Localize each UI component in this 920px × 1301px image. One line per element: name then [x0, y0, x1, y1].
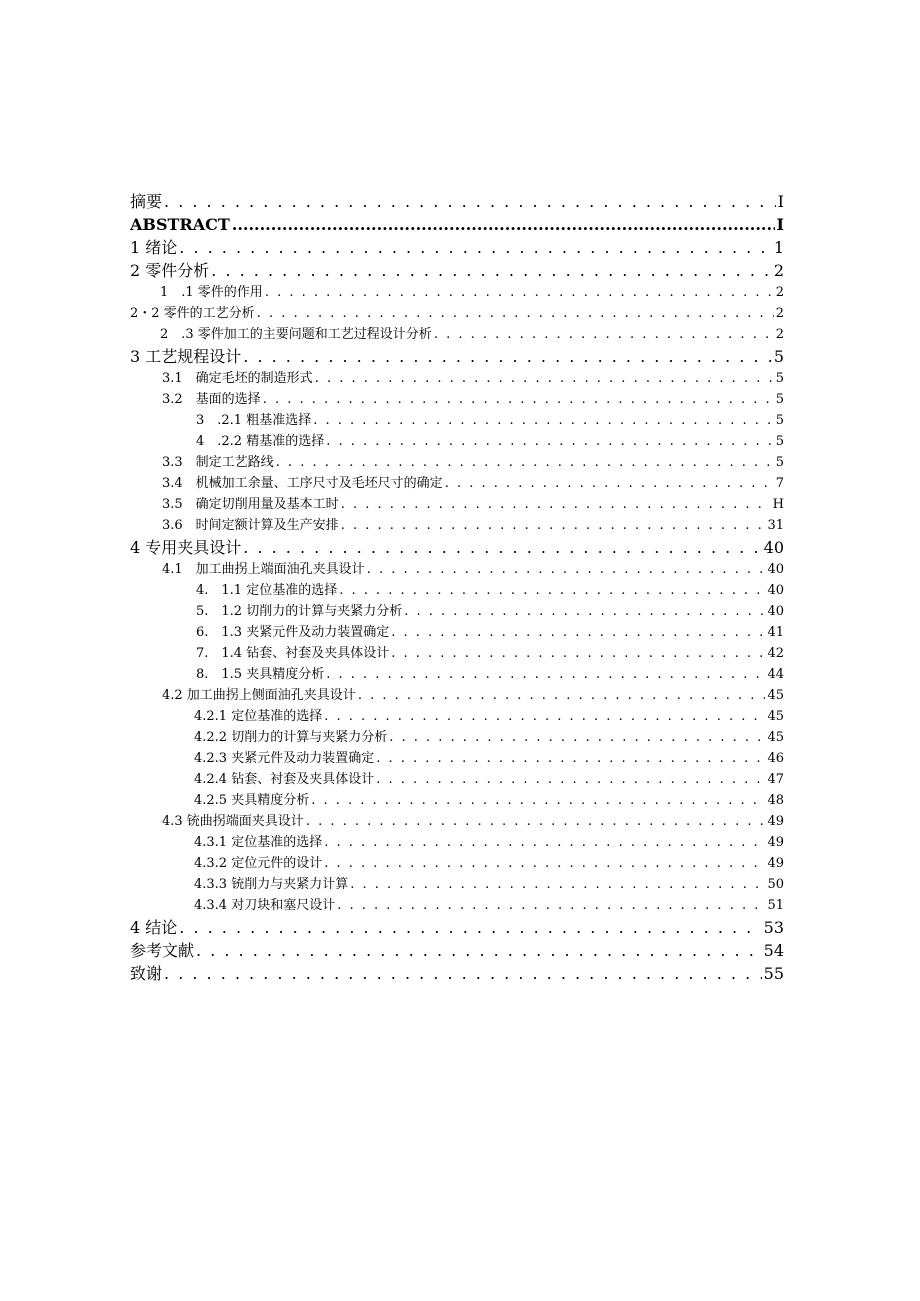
toc-page-number: 5: [775, 455, 784, 470]
toc-entry-chapter-3[interactable]: [130, 345, 784, 368]
dot-leader: [257, 303, 774, 324]
toc-label: 4.3.1 定位基准的选择: [194, 835, 323, 850]
dot-leader: [263, 389, 774, 410]
toc-page-number: 42: [767, 646, 784, 661]
toc-label: 2・2 零件的工艺分析: [130, 306, 255, 321]
toc-page-number: 55: [763, 964, 784, 983]
toc-page-number: 40: [767, 562, 784, 577]
toc-label: 2 .3 零件加工的主要问题和工艺过程设计分析: [160, 327, 432, 342]
toc-entry-3-2[interactable]: [130, 389, 784, 410]
toc-label: 4.3 铳曲拐端面夹具设计: [162, 814, 304, 829]
dot-leader: [341, 494, 771, 515]
toc-label: 7. 1.4 钻套、衬套及夹具体设计: [196, 646, 390, 661]
toc-label: 4.2.1 定位基准的选择: [194, 709, 323, 724]
toc-entry-3-5[interactable]: [130, 494, 784, 515]
toc-page-number: 5: [775, 392, 784, 407]
toc-entry-3-6[interactable]: [130, 515, 784, 536]
toc-entry-4-1-1[interactable]: [130, 580, 784, 601]
toc-label: 参考文献: [130, 941, 195, 960]
toc-entry-3-2-2[interactable]: [130, 431, 784, 452]
toc-entry-4-3-2[interactable]: [130, 853, 784, 874]
dot-leader: [324, 832, 765, 853]
toc-page-number: 49: [767, 814, 784, 829]
toc-label: 2 零件分析: [130, 261, 210, 280]
toc-entry-4-3[interactable]: [130, 811, 784, 832]
toc-page-number: 49: [767, 835, 784, 850]
toc-entry-4-1-2[interactable]: [130, 601, 784, 622]
dot-leader: [315, 368, 774, 389]
dot-leader: [324, 853, 765, 874]
toc-entry-chapter-2[interactable]: [130, 259, 784, 282]
toc-label: 4.1 加工曲拐上端面油孔夹具设计: [162, 562, 365, 577]
toc-page-number: 54: [763, 941, 784, 960]
toc-entry-conclusion[interactable]: [130, 916, 784, 939]
dot-leader: [326, 664, 765, 685]
dot-leader: [434, 324, 774, 345]
toc-page-number: 40: [763, 538, 784, 557]
toc-entry-2-3[interactable]: [130, 324, 784, 345]
toc-label: 3.2 基面的选择: [162, 392, 261, 407]
dot-leader: [337, 895, 765, 916]
toc-page-number: 2: [775, 306, 784, 321]
toc-label: 3.5 确定切削用量及基本工时: [162, 497, 339, 512]
dot-leader: [350, 874, 765, 895]
dot-leader: [376, 748, 765, 769]
toc-label: 4.2 加工曲拐上侧面油孔夹具设计: [162, 688, 356, 703]
dot-leader: [326, 431, 774, 452]
dot-leader: [324, 706, 765, 727]
toc-label: 3 .2.1 粗基准选择: [196, 413, 312, 428]
dot-leader: [196, 939, 762, 962]
toc-entry-3-3[interactable]: [130, 452, 784, 473]
toc-label: 3.4 机械加工余量、工序尺寸及毛坯尺寸的确定: [162, 476, 443, 491]
dot-leader: [211, 259, 772, 282]
dot-leader: [243, 345, 772, 368]
toc-page-number: 50: [767, 877, 784, 892]
toc-entry-chapter-4[interactable]: [130, 536, 784, 559]
dot-leader: [391, 622, 765, 643]
dot-leader: [358, 685, 766, 706]
toc-page-number: 7: [775, 476, 784, 491]
toc-label: 1 绪论: [130, 238, 178, 257]
toc-entry-4-1[interactable]: [130, 559, 784, 580]
toc-entry-references[interactable]: [130, 939, 784, 962]
toc-label: 5. 1.2 切削力的计算与夹紧力分析: [196, 604, 403, 619]
dot-leader: [445, 473, 774, 494]
toc-page-number: 45: [767, 709, 784, 724]
toc-label: 3.1 确定毛坯的制造形式: [162, 371, 313, 386]
toc-label: 3.6 时间定额计算及生产安排: [162, 518, 339, 533]
toc-page-number: 40: [767, 604, 784, 619]
dot-leader: [367, 559, 766, 580]
toc-page-number: 44: [767, 667, 784, 682]
toc-label: 4 结论: [130, 918, 178, 937]
toc-page-number: I: [777, 192, 784, 211]
toc-label: ABSTRACT: [130, 215, 230, 234]
toc-page-number: 53: [763, 918, 784, 937]
toc-label: 摘要: [130, 192, 163, 211]
toc-page-number: 47: [767, 772, 784, 787]
dot-leader: [404, 601, 765, 622]
dot-leader: [306, 811, 766, 832]
dot-leader: [389, 727, 765, 748]
dot-leader: [341, 515, 766, 536]
toc-entry-4-2[interactable]: [130, 685, 784, 706]
table-of-contents: [130, 190, 784, 985]
toc-page-number: 2: [773, 261, 784, 280]
toc-label: 1 .1 零件的作用: [160, 285, 263, 300]
dot-leader: [164, 962, 762, 985]
toc-page-number: 48: [767, 793, 784, 808]
toc-label: 8. 1.5 夹具精度分析: [196, 667, 325, 682]
toc-entry-2-2[interactable]: [130, 303, 784, 324]
toc-label: 致谢: [130, 964, 163, 983]
toc-page-number: 40: [767, 583, 784, 598]
toc-entry-4-2-3[interactable]: [130, 748, 784, 769]
toc-page-number: 5: [775, 413, 784, 428]
toc-page-number: 31: [767, 518, 784, 533]
toc-entry-4-1-4[interactable]: [130, 643, 784, 664]
toc-page-number: H: [772, 497, 784, 512]
toc-page-number: 5: [775, 371, 784, 386]
toc-entry-3-1[interactable]: [130, 368, 784, 389]
toc-entry-4-3-1[interactable]: [130, 832, 784, 853]
dot-leader: [265, 282, 774, 303]
toc-entry-acknowledgements[interactable]: [130, 962, 784, 985]
dot-leader: [311, 790, 765, 811]
toc-page-number: 49: [767, 856, 784, 871]
toc-entry-4-3-3[interactable]: [130, 874, 784, 895]
toc-page-number: 46: [767, 751, 784, 766]
dot-leader: [339, 580, 765, 601]
toc-entry-4-2-4[interactable]: [130, 769, 784, 790]
toc-entry-abstract-en[interactable]: [130, 213, 784, 236]
dot-leader: [276, 452, 774, 473]
toc-page-number: 5: [775, 434, 784, 449]
toc-page-number: 41: [767, 625, 784, 640]
toc-page-number: 51: [767, 898, 784, 913]
toc-label: 3 工艺规程设计: [130, 347, 242, 366]
toc-label: 3.3 制定工艺路线: [162, 455, 274, 470]
toc-label: 4.3.3 铳削力与夹紧力计算: [194, 877, 349, 892]
dot-leader: [179, 236, 772, 259]
toc-entry-3-2-1[interactable]: [130, 410, 784, 431]
dot-leader: [243, 536, 761, 559]
dot-leader: [164, 190, 776, 213]
toc-label: 4 .2.2 精基准的选择: [196, 434, 325, 449]
toc-label: 4.2.5 夹具精度分析: [194, 793, 310, 808]
toc-label: 4.2.3 夹紧元件及动力装置确定: [194, 751, 375, 766]
toc-label: 4 专用夹具设计: [130, 538, 242, 557]
toc-label: 4.3.4 对刀块和塞尺设计: [194, 898, 336, 913]
toc-entry-4-2-1[interactable]: [130, 706, 784, 727]
toc-page-number: I: [776, 215, 784, 234]
toc-entry-4-3-4[interactable]: [130, 895, 784, 916]
toc-page-number: 5: [773, 347, 784, 366]
toc-page-number: 1: [773, 238, 784, 257]
toc-label: 4.2.4 钻套、衬套及夹具体设计: [194, 772, 375, 787]
toc-label: 4.3.2 定位元件的设计: [194, 856, 323, 871]
toc-page-number: 45: [767, 730, 784, 745]
toc-entry-3-4[interactable]: [130, 473, 784, 494]
toc-label: 4. 1.1 定位基准的选择: [196, 583, 338, 598]
toc-label: 4.2.2 切削力的计算与夹紧力分析: [194, 730, 388, 745]
toc-page-number: 45: [767, 688, 784, 703]
dot-leader: [376, 769, 765, 790]
toc-entry-2-1[interactable]: [130, 282, 784, 303]
toc-label: 6. 1.3 夹紧元件及动力装置确定: [196, 625, 390, 640]
toc-entry-4-2-2[interactable]: [130, 727, 784, 748]
toc-page-number: 2: [775, 285, 784, 300]
toc-entry-4-1-5[interactable]: [130, 664, 784, 685]
dot-leader: [313, 410, 774, 431]
toc-entry-abstract-cn[interactable]: [130, 190, 784, 213]
toc-entry-4-2-5[interactable]: [130, 790, 784, 811]
dot-leader: [391, 643, 765, 664]
toc-entry-chapter-1[interactable]: [130, 236, 784, 259]
dot-leader: [179, 916, 761, 939]
toc-entry-4-1-3[interactable]: [130, 622, 784, 643]
dot-leader: [232, 213, 775, 236]
toc-page-number: 2: [775, 327, 784, 342]
